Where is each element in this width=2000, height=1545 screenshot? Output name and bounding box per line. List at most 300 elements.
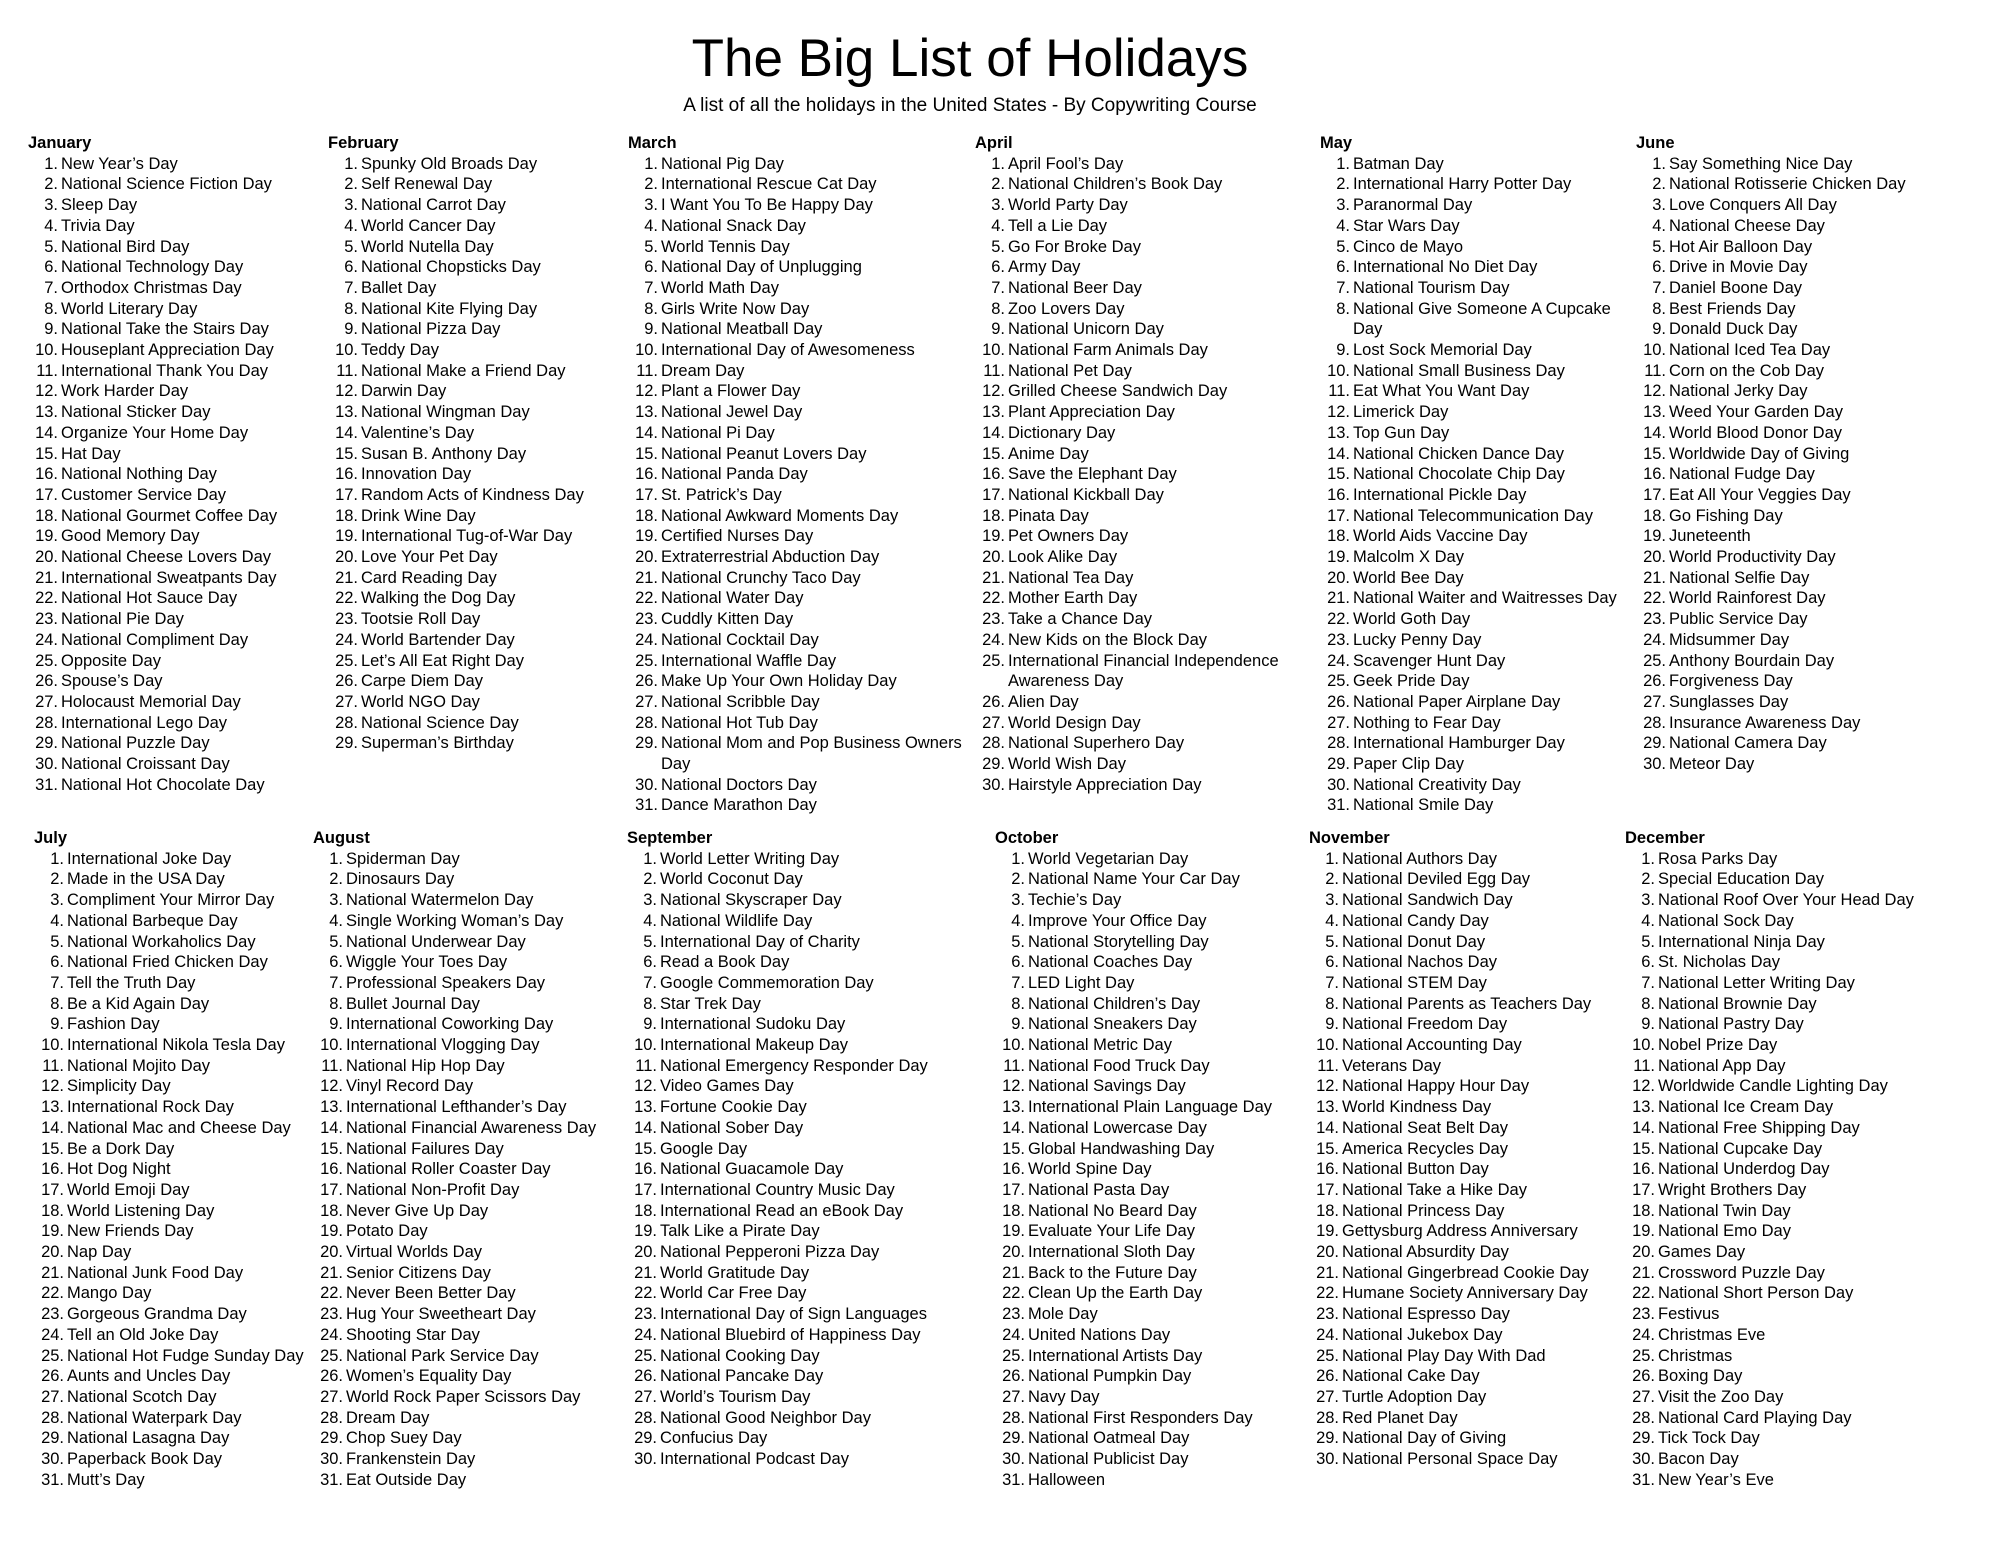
holiday-number: 2. bbox=[344, 175, 358, 194]
holiday-number: 8. bbox=[329, 994, 343, 1013]
holiday-item bbox=[995, 1180, 1295, 1201]
holiday-item bbox=[628, 485, 968, 506]
holiday-item bbox=[628, 795, 968, 816]
holiday-number: 11. bbox=[983, 361, 1005, 380]
holiday-name: Houseplant Appreciation Day bbox=[61, 341, 274, 360]
holiday-item bbox=[627, 1097, 947, 1118]
holiday-number: 20. bbox=[1632, 1243, 1655, 1262]
holiday-item bbox=[975, 423, 1305, 444]
holiday-number: 13. bbox=[1327, 423, 1350, 442]
holiday-number: 16. bbox=[634, 1160, 657, 1179]
holiday-number: 27. bbox=[35, 692, 58, 711]
holiday-item bbox=[313, 1201, 613, 1222]
month-heading: August bbox=[313, 829, 370, 847]
holiday-name: National Card Playing Day bbox=[1658, 1408, 1852, 1427]
holiday-number: 13. bbox=[634, 1098, 657, 1117]
holiday-item bbox=[975, 506, 1305, 527]
holiday-item bbox=[1636, 216, 1946, 237]
holiday-number: 9. bbox=[644, 320, 658, 339]
holiday-number: 1. bbox=[1641, 849, 1655, 868]
holiday-number: 16. bbox=[1643, 465, 1666, 484]
holiday-number: 27. bbox=[982, 713, 1005, 732]
holiday-name: National Awkward Moments Day bbox=[661, 506, 899, 525]
holiday-number: 10. bbox=[1327, 361, 1350, 380]
holiday-item bbox=[328, 257, 618, 278]
holiday-list bbox=[995, 849, 1295, 1491]
holiday-number: 20. bbox=[35, 548, 58, 567]
holiday-name: Navy Day bbox=[1028, 1387, 1100, 1406]
holiday-item bbox=[627, 1408, 947, 1429]
holiday-item bbox=[28, 754, 308, 775]
holiday-name: Bacon Day bbox=[1658, 1450, 1739, 1469]
holiday-name: National Tourism Day bbox=[1353, 278, 1510, 297]
holiday-item bbox=[1625, 1201, 1945, 1222]
holiday-item bbox=[1320, 506, 1640, 527]
holiday-item bbox=[627, 1263, 947, 1284]
holiday-item bbox=[975, 547, 1305, 568]
holiday-number: 3. bbox=[1011, 891, 1025, 910]
holiday-item bbox=[1625, 1470, 1945, 1491]
holiday-number: 13. bbox=[41, 1098, 64, 1117]
holiday-number: 19. bbox=[1632, 1222, 1655, 1241]
holiday-number: 26. bbox=[1316, 1367, 1339, 1386]
holiday-name: Save the Elephant Day bbox=[1008, 465, 1177, 484]
holiday-number: 30. bbox=[1632, 1450, 1655, 1469]
holiday-item bbox=[1625, 1428, 1945, 1449]
holiday-name: National Happy Hour Day bbox=[1342, 1077, 1530, 1096]
holiday-item bbox=[975, 174, 1305, 195]
holiday-item bbox=[328, 506, 618, 527]
holiday-name: National Bluebird of Happiness Day bbox=[660, 1325, 921, 1344]
holiday-name: Evaluate Your Life Day bbox=[1028, 1222, 1195, 1241]
holiday-name: National Tea Day bbox=[1008, 568, 1134, 587]
holiday-number: 2. bbox=[1336, 175, 1350, 194]
holiday-name: Card Reading Day bbox=[361, 568, 497, 587]
holiday-item bbox=[328, 237, 618, 258]
holiday-number: 4. bbox=[344, 216, 358, 235]
holiday-item bbox=[627, 911, 947, 932]
holiday-name: National Compliment Day bbox=[61, 630, 249, 649]
holiday-number: 30. bbox=[41, 1450, 64, 1469]
holiday-number: 1. bbox=[344, 154, 358, 173]
holiday-name: Top Gun Day bbox=[1353, 423, 1450, 442]
holiday-name: Teddy Day bbox=[361, 341, 439, 360]
holiday-number: 24. bbox=[634, 1325, 657, 1344]
holiday-name: National Croissant Day bbox=[61, 755, 230, 774]
holiday-number: 26. bbox=[982, 692, 1005, 711]
holiday-item bbox=[628, 216, 968, 237]
holiday-name: National Good Neighbor Day bbox=[660, 1408, 871, 1427]
holiday-item bbox=[628, 464, 968, 485]
holiday-number: 19. bbox=[1643, 527, 1666, 546]
holiday-item bbox=[975, 381, 1305, 402]
holiday-number: 22. bbox=[982, 589, 1005, 608]
holiday-name: Batman Day bbox=[1353, 154, 1444, 173]
holiday-number: 5. bbox=[644, 237, 658, 256]
holiday-name: World Listening Day bbox=[67, 1201, 215, 1220]
holiday-item bbox=[328, 733, 618, 754]
holiday-number: 5. bbox=[991, 237, 1005, 256]
holiday-number: 22. bbox=[41, 1284, 64, 1303]
holiday-item bbox=[1636, 754, 1946, 775]
holiday-number: 16. bbox=[320, 1160, 343, 1179]
holiday-number: 19. bbox=[1327, 548, 1350, 567]
holiday-number: 11. bbox=[1003, 1056, 1025, 1075]
holiday-item bbox=[1309, 1159, 1619, 1180]
holiday-item bbox=[328, 444, 618, 465]
holiday-name: National Iced Tea Day bbox=[1669, 341, 1831, 360]
holiday-number: 25. bbox=[634, 1346, 657, 1365]
month-march bbox=[628, 133, 968, 816]
holiday-name: Mutt’s Day bbox=[67, 1470, 145, 1489]
holiday-number: 1. bbox=[329, 849, 343, 868]
holiday-number: 17. bbox=[1002, 1180, 1025, 1199]
holiday-name: World Rainforest Day bbox=[1669, 589, 1826, 608]
holiday-number: 9. bbox=[1336, 341, 1350, 360]
holiday-item bbox=[28, 402, 308, 423]
holiday-name: National Sock Day bbox=[1658, 911, 1794, 930]
holiday-item bbox=[313, 1325, 613, 1346]
holiday-name: Veterans Day bbox=[1342, 1056, 1442, 1075]
document-title: The Big List of Holidays bbox=[691, 29, 1249, 88]
holiday-item bbox=[627, 1449, 947, 1470]
holiday-number: 31. bbox=[635, 796, 658, 815]
month-heading: January bbox=[28, 134, 92, 152]
holiday-item bbox=[1320, 299, 1640, 340]
holiday-item bbox=[1309, 1180, 1619, 1201]
holiday-name: International No Diet Day bbox=[1353, 258, 1538, 277]
holiday-item bbox=[1625, 952, 1945, 973]
holiday-item bbox=[1320, 444, 1640, 465]
holiday-number: 27. bbox=[1316, 1387, 1339, 1406]
holiday-name: National Pastry Day bbox=[1658, 1015, 1804, 1034]
holiday-item bbox=[627, 1242, 947, 1263]
holiday-number: 29. bbox=[1316, 1429, 1339, 1448]
holiday-number: 18. bbox=[320, 1201, 343, 1220]
holiday-name: Insurance Awareness Day bbox=[1669, 713, 1861, 732]
holiday-item bbox=[1309, 890, 1619, 911]
holiday-item bbox=[28, 154, 308, 175]
holiday-number: 5. bbox=[44, 237, 58, 256]
holiday-number: 16. bbox=[1327, 485, 1350, 504]
holiday-item bbox=[1625, 911, 1945, 932]
holiday-name: National Sticker Day bbox=[61, 403, 211, 422]
holiday-item bbox=[975, 651, 1305, 692]
holiday-name: National Water Day bbox=[661, 589, 804, 608]
holiday-list bbox=[628, 154, 968, 817]
holiday-name: National Chicken Dance Day bbox=[1353, 444, 1564, 463]
holiday-name: Paranormal Day bbox=[1353, 196, 1473, 215]
holiday-number: 28. bbox=[1643, 713, 1666, 732]
holiday-number: 1. bbox=[1652, 154, 1666, 173]
holiday-number: 29. bbox=[1643, 734, 1666, 753]
holiday-item bbox=[628, 319, 968, 340]
holiday-name: National Paper Airplane Day bbox=[1353, 692, 1561, 711]
holiday-name: National Sandwich Day bbox=[1342, 891, 1513, 910]
holiday-name: National Pet Day bbox=[1008, 361, 1132, 380]
holiday-name: Anthony Bourdain Day bbox=[1669, 651, 1835, 670]
holiday-name: Mango Day bbox=[67, 1284, 152, 1303]
holiday-name: National Hip Hop Day bbox=[346, 1056, 505, 1075]
holiday-number: 13. bbox=[1643, 403, 1666, 422]
holiday-item bbox=[28, 733, 308, 754]
holiday-number: 7. bbox=[643, 973, 657, 992]
holiday-number: 31. bbox=[41, 1470, 64, 1489]
holiday-item bbox=[1320, 174, 1640, 195]
holiday-name: National Give Someone A Cupcake Day bbox=[1353, 299, 1611, 339]
holiday-name: National Scribble Day bbox=[661, 692, 820, 711]
holiday-number: 14. bbox=[1316, 1118, 1339, 1137]
holiday-number: 6. bbox=[1011, 953, 1025, 972]
holiday-item bbox=[313, 973, 613, 994]
holiday-item bbox=[1636, 588, 1946, 609]
holiday-name: Innovation Day bbox=[361, 465, 472, 484]
holiday-name: United Nations Day bbox=[1028, 1325, 1171, 1344]
holiday-name: Vinyl Record Day bbox=[346, 1077, 474, 1096]
holiday-name: International Nikola Tesla Day bbox=[67, 1036, 285, 1055]
holiday-number: 7. bbox=[44, 278, 58, 297]
holiday-number: 3. bbox=[329, 891, 343, 910]
holiday-number: 9. bbox=[643, 1015, 657, 1034]
holiday-item bbox=[995, 1387, 1295, 1408]
holiday-number: 24. bbox=[320, 1325, 343, 1344]
holiday-name: Susan B. Anthony Day bbox=[361, 444, 527, 463]
holiday-item bbox=[1636, 257, 1946, 278]
holiday-item bbox=[975, 216, 1305, 237]
holiday-list bbox=[313, 849, 613, 1491]
holiday-item bbox=[28, 506, 308, 527]
holiday-number: 20. bbox=[41, 1243, 64, 1262]
holiday-item bbox=[975, 257, 1305, 278]
holiday-item bbox=[1625, 1387, 1945, 1408]
holiday-name: St. Nicholas Day bbox=[1658, 953, 1780, 972]
holiday-number: 13. bbox=[982, 403, 1005, 422]
holiday-item bbox=[1625, 1408, 1945, 1429]
holiday-item bbox=[627, 1139, 947, 1160]
holiday-name: World Kindness Day bbox=[1342, 1098, 1492, 1117]
holiday-name: International Coworking Day bbox=[346, 1015, 554, 1034]
holiday-item bbox=[628, 361, 968, 382]
holiday-number: 31. bbox=[320, 1470, 343, 1489]
holiday-item bbox=[1309, 1014, 1619, 1035]
holiday-number: 29. bbox=[1002, 1429, 1025, 1448]
holiday-name: Star Trek Day bbox=[660, 994, 761, 1013]
holiday-number: 23. bbox=[635, 610, 658, 629]
holiday-name: Cuddly Kitten Day bbox=[661, 610, 794, 629]
holiday-name: Plant a Flower Day bbox=[661, 382, 801, 401]
holiday-item bbox=[313, 869, 613, 890]
holiday-item bbox=[627, 1201, 947, 1222]
holiday-name: National Farm Animals Day bbox=[1008, 341, 1208, 360]
holiday-name: National Wildlife Day bbox=[660, 911, 813, 930]
holiday-number: 15. bbox=[1327, 465, 1350, 484]
holiday-item bbox=[628, 444, 968, 465]
holiday-item bbox=[975, 464, 1305, 485]
holiday-name: World NGO Day bbox=[361, 692, 480, 711]
holiday-number: 5. bbox=[1336, 237, 1350, 256]
holiday-item bbox=[1625, 994, 1945, 1015]
holiday-item bbox=[1636, 733, 1946, 754]
holiday-number: 11. bbox=[42, 1056, 64, 1075]
holiday-name: Walking the Dog Day bbox=[361, 589, 516, 608]
holiday-item bbox=[1320, 795, 1640, 816]
holiday-item bbox=[627, 1076, 947, 1097]
holiday-number: 19. bbox=[635, 527, 658, 546]
holiday-item bbox=[975, 588, 1305, 609]
holiday-item bbox=[313, 1159, 613, 1180]
holiday-item bbox=[1320, 237, 1640, 258]
holiday-number: 8. bbox=[44, 299, 58, 318]
holiday-number: 16. bbox=[1632, 1160, 1655, 1179]
holiday-number: 2. bbox=[44, 175, 58, 194]
holiday-number: 7. bbox=[991, 278, 1005, 297]
holiday-list bbox=[1309, 849, 1619, 1470]
holiday-number: 18. bbox=[635, 506, 658, 525]
holiday-number: 13. bbox=[1316, 1098, 1339, 1117]
holiday-item bbox=[627, 994, 947, 1015]
holiday-item bbox=[1309, 952, 1619, 973]
holiday-name: World Spine Day bbox=[1028, 1160, 1152, 1179]
holiday-number: 18. bbox=[634, 1201, 657, 1220]
holiday-name: Wiggle Your Toes Day bbox=[346, 953, 508, 972]
holiday-name: International Joke Day bbox=[67, 849, 232, 868]
month-heading: October bbox=[995, 829, 1059, 847]
holiday-name: Self Renewal Day bbox=[361, 175, 493, 194]
holiday-number: 9. bbox=[1652, 320, 1666, 339]
holiday-item bbox=[28, 775, 308, 796]
holiday-number: 10. bbox=[982, 341, 1005, 360]
holiday-name: National Waiter and Waitresses Day bbox=[1353, 589, 1617, 608]
holiday-name: Pinata Day bbox=[1008, 506, 1089, 525]
holiday-number: 18. bbox=[1327, 527, 1350, 546]
holiday-number: 19. bbox=[335, 527, 358, 546]
holiday-number: 4. bbox=[644, 216, 658, 235]
holiday-item bbox=[1320, 402, 1640, 423]
holiday-item bbox=[328, 299, 618, 320]
holiday-item bbox=[328, 568, 618, 589]
holiday-number: 13. bbox=[335, 403, 358, 422]
holiday-number: 8. bbox=[50, 994, 64, 1013]
holiday-number: 15. bbox=[335, 444, 358, 463]
holiday-item bbox=[1625, 1035, 1945, 1056]
holiday-name: Say Something Nice Day bbox=[1669, 154, 1853, 173]
holiday-name: National Jukebox Day bbox=[1342, 1325, 1503, 1344]
holiday-item bbox=[1320, 361, 1640, 382]
holiday-name: International Read an eBook Day bbox=[660, 1201, 904, 1220]
holiday-name: National Lasagna Day bbox=[67, 1429, 230, 1448]
holiday-item bbox=[1636, 402, 1946, 423]
holiday-name: National Unicorn Day bbox=[1008, 320, 1164, 339]
holiday-item bbox=[34, 1180, 304, 1201]
holiday-name: National Pizza Day bbox=[361, 320, 501, 339]
holiday-name: National Fudge Day bbox=[1669, 465, 1815, 484]
holiday-number: 9. bbox=[991, 320, 1005, 339]
holiday-name: Improve Your Office Day bbox=[1028, 911, 1207, 930]
holiday-item bbox=[34, 1366, 304, 1387]
holiday-item bbox=[34, 1325, 304, 1346]
holiday-number: 21. bbox=[1632, 1263, 1655, 1282]
holiday-name: Shooting Star Day bbox=[346, 1325, 480, 1344]
holiday-name: National Cake Day bbox=[1342, 1367, 1480, 1386]
holiday-name: National Children’s Book Day bbox=[1008, 175, 1223, 194]
holiday-item bbox=[34, 849, 304, 870]
holiday-name: National App Day bbox=[1658, 1056, 1786, 1075]
holiday-number: 3. bbox=[644, 196, 658, 215]
holiday-name: I Want You To Be Happy Day bbox=[661, 196, 873, 215]
holiday-item bbox=[34, 1346, 304, 1367]
holiday-number: 9. bbox=[50, 1015, 64, 1034]
holiday-name: Halloween bbox=[1028, 1470, 1106, 1489]
holiday-list bbox=[1636, 154, 1946, 775]
holiday-number: 10. bbox=[320, 1036, 343, 1055]
holiday-name: World Goth Day bbox=[1353, 610, 1471, 629]
holiday-number: 25. bbox=[982, 651, 1005, 670]
holiday-number: 29. bbox=[1632, 1429, 1655, 1448]
holiday-name: Let’s All Eat Right Day bbox=[361, 651, 524, 670]
holiday-item bbox=[313, 1221, 613, 1242]
holiday-name: National Non-Profit Day bbox=[346, 1180, 520, 1199]
holiday-name: Pet Owners Day bbox=[1008, 527, 1129, 546]
holiday-number: 28. bbox=[41, 1408, 64, 1427]
holiday-item bbox=[313, 1056, 613, 1077]
holiday-name: International Financial Independence Awareness Day bbox=[1008, 651, 1279, 691]
holiday-name: National Underdog Day bbox=[1658, 1160, 1830, 1179]
holiday-item bbox=[28, 257, 308, 278]
holiday-name: Bullet Journal Day bbox=[346, 994, 480, 1013]
holiday-number: 17. bbox=[982, 485, 1005, 504]
holiday-name: National Workaholics Day bbox=[67, 932, 256, 951]
holiday-item bbox=[995, 1346, 1295, 1367]
holiday-item bbox=[34, 890, 304, 911]
holiday-number: 5. bbox=[1325, 932, 1339, 951]
holiday-item bbox=[313, 1014, 613, 1035]
holiday-item bbox=[28, 588, 308, 609]
holiday-number: 6. bbox=[1336, 258, 1350, 277]
holiday-number: 30. bbox=[320, 1450, 343, 1469]
holiday-name: National Make a Friend Day bbox=[361, 361, 566, 380]
holiday-name: National Absurdity Day bbox=[1342, 1243, 1509, 1262]
holiday-name: New Kids on the Block Day bbox=[1008, 630, 1208, 649]
holiday-item bbox=[995, 1014, 1295, 1035]
holiday-number: 21. bbox=[335, 568, 358, 587]
holiday-item bbox=[995, 1449, 1295, 1470]
holiday-number: 26. bbox=[634, 1367, 657, 1386]
holiday-item bbox=[975, 526, 1305, 547]
holiday-number: 24. bbox=[1002, 1325, 1025, 1344]
holiday-name: Midsummer Day bbox=[1669, 630, 1790, 649]
holiday-item bbox=[627, 952, 947, 973]
holiday-item bbox=[975, 402, 1305, 423]
holiday-name: National Technology Day bbox=[61, 258, 244, 277]
holiday-number: 13. bbox=[320, 1098, 343, 1117]
holiday-number: 11. bbox=[321, 1056, 343, 1075]
holiday-item bbox=[328, 609, 618, 630]
holiday-number: 20. bbox=[634, 1243, 657, 1262]
holiday-number: 22. bbox=[1316, 1284, 1339, 1303]
holiday-number: 29. bbox=[982, 755, 1005, 774]
month-january bbox=[28, 133, 308, 795]
holiday-name: International Podcast Day bbox=[660, 1450, 849, 1469]
holiday-number: 9. bbox=[44, 320, 58, 339]
holiday-item bbox=[1320, 340, 1640, 361]
holiday-number: 29. bbox=[35, 734, 58, 753]
holiday-name: National Pancake Day bbox=[660, 1367, 824, 1386]
holiday-item bbox=[1636, 464, 1946, 485]
holiday-name: National Superhero Day bbox=[1008, 734, 1185, 753]
holiday-name: National Accounting Day bbox=[1342, 1036, 1522, 1055]
holiday-number: 12. bbox=[35, 382, 58, 401]
holiday-number: 28. bbox=[320, 1408, 343, 1427]
